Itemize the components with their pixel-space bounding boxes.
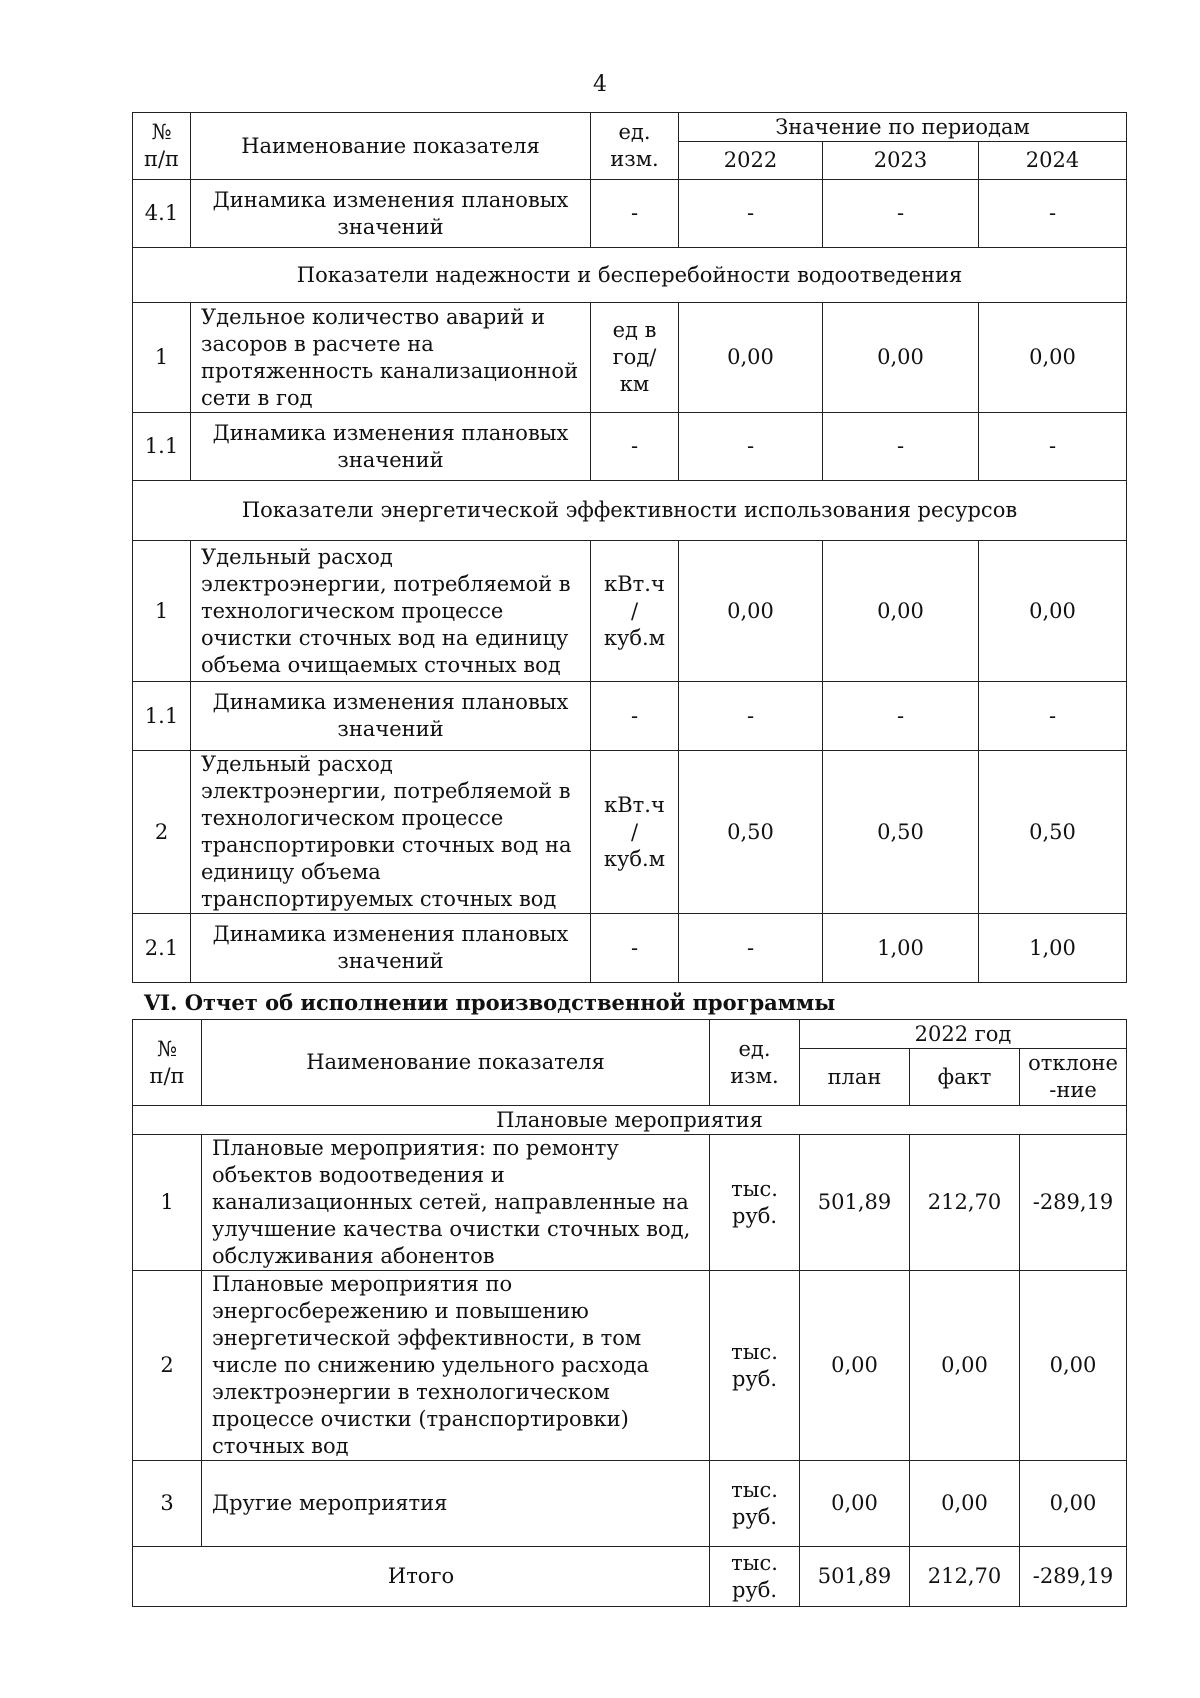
row-value: 0,50	[979, 751, 1127, 914]
row-name: Другие мероприятия	[202, 1461, 710, 1547]
section-title: VI. Отчет об исполнении производственной программы	[144, 990, 836, 1015]
row-unit: кВт.ч / куб.м	[591, 541, 679, 682]
header-plan: план	[800, 1049, 910, 1106]
table-row	[133, 541, 1127, 682]
row-value: 0,50	[823, 751, 979, 914]
row-value: 0,00	[910, 1271, 1020, 1461]
header-num: № п/п	[133, 113, 191, 180]
total-value: -289,19	[1020, 1547, 1127, 1607]
header-row	[133, 113, 1127, 142]
row-value: -	[679, 682, 823, 751]
table-row	[133, 682, 1127, 751]
header-year: 2022	[679, 142, 823, 180]
table-row	[133, 180, 1127, 248]
row-value: 0,00	[979, 303, 1127, 413]
row-name: Удельный расход электроэнергии, потребляемой в технологическом процессе очистки сточных вод на единицу объема очищаемых сточных вод	[191, 541, 591, 682]
row-name: Плановые мероприятия по энергосбережению и повышению энергетической эффективности, в том числе по снижению удельного расхода электроэнергии в технологическом процессе очистки (транспортировки) сточных вод	[202, 1271, 710, 1461]
section-row	[133, 1106, 1127, 1135]
row-value: 1,00	[979, 914, 1127, 983]
header-name: Наименование показателя	[202, 1020, 710, 1106]
program-report-table	[132, 1019, 1127, 1607]
row-num: 3	[133, 1461, 202, 1547]
row-value: -	[979, 682, 1127, 751]
header-year-group: 2022 год	[800, 1020, 1127, 1049]
row-name: Динамика изменения плановых значений	[191, 413, 591, 481]
row-value: 0,00	[823, 303, 979, 413]
row-value: 0,00	[1020, 1461, 1127, 1547]
row-value: 0,00	[979, 541, 1127, 682]
row-value: 0,00	[800, 1271, 910, 1461]
row-value: -	[823, 180, 979, 248]
section-heading: Показатели энергетической эффективности использования ресурсов	[133, 481, 1127, 541]
row-unit: тыс. руб.	[710, 1135, 800, 1271]
header-num: № п/п	[133, 1020, 202, 1106]
total-label: Итого	[133, 1547, 710, 1607]
row-value: -	[979, 413, 1127, 481]
row-unit: ед в год/ км	[591, 303, 679, 413]
row-value: -289,19	[1020, 1135, 1127, 1271]
total-row	[133, 1547, 1127, 1607]
row-num: 2.1	[133, 914, 191, 983]
header-deviation: отклоне -ние	[1020, 1049, 1127, 1106]
row-num: 1.1	[133, 413, 191, 481]
total-unit: тыс. руб.	[710, 1547, 800, 1607]
row-unit: -	[591, 180, 679, 248]
header-name: Наименование показателя	[191, 113, 591, 180]
header-unit: ед. изм.	[710, 1020, 800, 1106]
row-unit: -	[591, 413, 679, 481]
row-value: -	[679, 914, 823, 983]
row-value: 1,00	[823, 914, 979, 983]
header-row	[133, 1020, 1127, 1049]
row-unit: тыс. руб.	[710, 1271, 800, 1461]
indicators-table	[132, 112, 1127, 983]
row-name: Удельный расход электроэнергии, потребляемой в технологическом процессе транспортировки сточных вод на единицу объема транспортируемых сточных вод	[191, 751, 591, 914]
table-row	[133, 1461, 1127, 1547]
row-name: Плановые мероприятия: по ремонту объектов водоотведения и канализационных сетей, направленные на улучшение качества очистки сточных вод, обслуживания абонентов	[202, 1135, 710, 1271]
table-row	[133, 751, 1127, 914]
row-num: 2	[133, 751, 191, 914]
section-row	[133, 481, 1127, 541]
page-number: 4	[593, 72, 607, 97]
header-fact: факт	[910, 1049, 1020, 1106]
table-row	[133, 1135, 1127, 1271]
section-row	[133, 248, 1127, 303]
row-value: 0,00	[1020, 1271, 1127, 1461]
row-name: Динамика изменения плановых значений	[191, 180, 591, 248]
row-name: Удельное количество аварий и засоров в расчете на протяженность канализационной сети в год	[191, 303, 591, 413]
header-period-group: Значение по периодам	[679, 113, 1127, 142]
section-heading: Показатели надежности и бесперебойности водоотведения	[133, 248, 1127, 303]
row-value: 0,00	[679, 303, 823, 413]
row-num: 1	[133, 541, 191, 682]
row-num: 1.1	[133, 682, 191, 751]
row-num: 1	[133, 1135, 202, 1271]
row-unit: тыс. руб.	[710, 1461, 800, 1547]
row-num: 4.1	[133, 180, 191, 248]
row-value: 0,50	[679, 751, 823, 914]
header-unit: ед. изм.	[591, 113, 679, 180]
total-value: 501,89	[800, 1547, 910, 1607]
row-value: 0,00	[910, 1461, 1020, 1547]
row-value: -	[679, 413, 823, 481]
row-num: 2	[133, 1271, 202, 1461]
row-value: -	[979, 180, 1127, 248]
table-row	[133, 303, 1127, 413]
table-row	[133, 914, 1127, 983]
header-year: 2024	[979, 142, 1127, 180]
header-year: 2023	[823, 142, 979, 180]
row-value: 212,70	[910, 1135, 1020, 1271]
row-value: 501,89	[800, 1135, 910, 1271]
row-num: 1	[133, 303, 191, 413]
row-value: 0,00	[679, 541, 823, 682]
row-value: -	[823, 682, 979, 751]
row-value: 0,00	[800, 1461, 910, 1547]
table-row	[133, 413, 1127, 481]
section-heading: Плановые мероприятия	[133, 1106, 1127, 1135]
row-value: 0,00	[823, 541, 979, 682]
total-value: 212,70	[910, 1547, 1020, 1607]
row-name: Динамика изменения плановых значений	[191, 914, 591, 983]
row-value: -	[679, 180, 823, 248]
table-row	[133, 1271, 1127, 1461]
row-unit: -	[591, 682, 679, 751]
row-unit: кВт.ч / куб.м	[591, 751, 679, 914]
row-unit: -	[591, 914, 679, 983]
row-name: Динамика изменения плановых значений	[191, 682, 591, 751]
row-value: -	[823, 413, 979, 481]
